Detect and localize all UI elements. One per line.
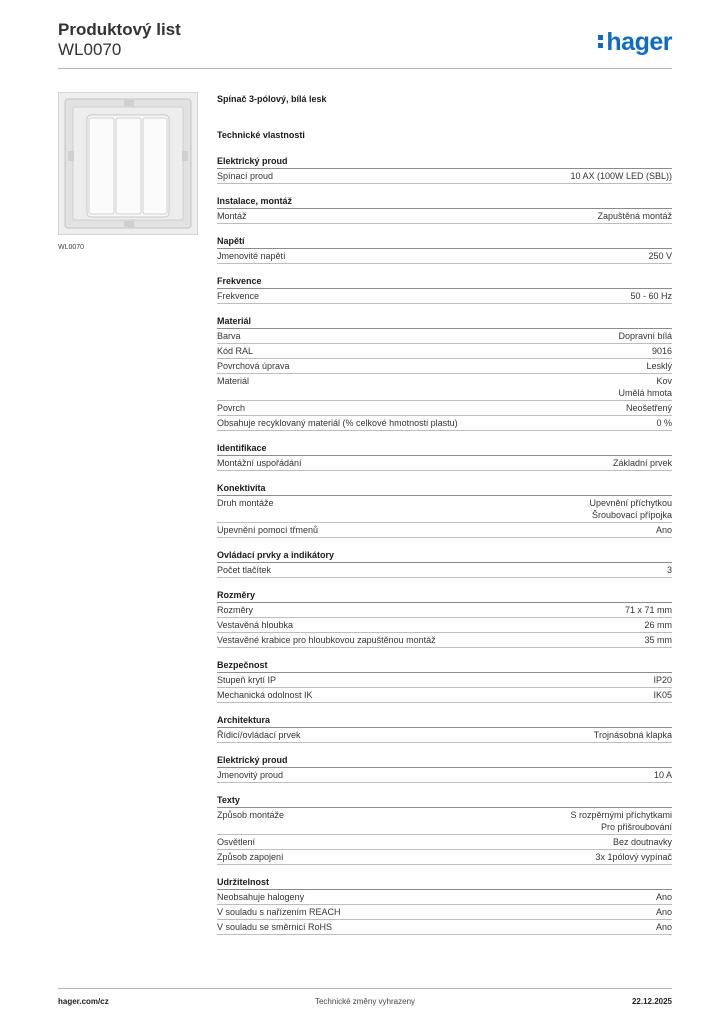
spec-value-line: 10 AX (100W LED (SBL))	[570, 171, 672, 181]
spec-row	[217, 523, 672, 538]
spec-value-line: IK05	[653, 690, 672, 700]
spec-value-line: Zapuštěná montáž	[597, 211, 672, 221]
spec-value	[654, 769, 672, 781]
spec-label: Spínací proud	[217, 171, 274, 181]
spec-row	[217, 890, 672, 905]
spec-group	[217, 754, 672, 783]
spec-row	[217, 563, 672, 578]
spec-label: Mechanická odolnost IK	[217, 690, 313, 700]
spec-value-line: Ano	[655, 525, 672, 535]
spec-group-title: Identifikace	[217, 442, 672, 456]
switch-icon	[59, 93, 197, 234]
spec-group	[217, 876, 672, 935]
spec-row	[217, 633, 672, 648]
spec-row	[217, 603, 672, 618]
hager-logo	[598, 28, 672, 57]
spec-value	[626, 402, 672, 414]
spec-row	[217, 344, 672, 359]
logo-colon-icon	[598, 28, 603, 50]
spec-row	[217, 416, 672, 431]
spec-value	[656, 891, 672, 903]
spec-row	[217, 618, 672, 633]
spec-group-title: Rozměry	[217, 589, 672, 603]
spec-label: Montáž	[217, 211, 247, 221]
spec-label: Montážní uspořádání	[217, 458, 302, 468]
spec-group-title: Konektivita	[217, 482, 672, 496]
spec-group	[217, 155, 672, 184]
spec-group-title: Ovládací prvky a indikátory	[217, 549, 672, 563]
spec-value	[644, 634, 672, 646]
spec-group	[217, 195, 672, 224]
spec-value-line: S rozpěrnými příchytkami	[570, 810, 672, 820]
spec-row	[217, 289, 672, 304]
footer-notice: Technické změny vyhrazeny	[314, 997, 416, 1006]
spec-row	[217, 768, 672, 783]
spec-value-line: Upevnění příchytkou	[589, 498, 672, 508]
spec-value-line: 35 mm	[644, 635, 672, 645]
spec-value	[653, 674, 672, 686]
spec-group	[217, 315, 672, 431]
page-title: Produktový list	[58, 20, 181, 39]
spec-value	[656, 417, 672, 429]
spec-value	[613, 836, 672, 848]
footer-divider	[58, 988, 672, 989]
spec-label: Počet tlačítek	[217, 565, 272, 575]
spec-group-title: Instalace, montáž	[217, 195, 672, 209]
spec-value	[656, 921, 672, 933]
spec-row	[217, 728, 672, 743]
spec-value	[646, 360, 672, 372]
spec-group	[217, 275, 672, 304]
spec-label: Barva	[217, 331, 241, 341]
spec-label: Materiál	[217, 376, 250, 386]
spec-row	[217, 374, 672, 401]
spec-group-title: Frekvence	[217, 275, 672, 289]
spec-label: Řídicí/ovládací prvek	[217, 730, 301, 740]
spec-value-line: Dopravní bílá	[618, 331, 672, 341]
spec-value-line: Ano	[655, 922, 672, 932]
spec-value	[597, 210, 672, 222]
spec-label: Stupeň krytí IP	[217, 675, 277, 685]
spec-value-line: 250 V	[648, 251, 672, 261]
spec-value-line: Šroubovací přípojka	[591, 510, 672, 520]
spec-value-line: 3x 1pólový vypínač	[595, 852, 672, 862]
spec-row	[217, 496, 672, 523]
spec-group-title: Udržitelnost	[217, 876, 672, 890]
spec-value	[618, 330, 672, 342]
spec-value-line: Kov	[656, 376, 672, 386]
spec-value-line: 26 mm	[644, 620, 672, 630]
spec-label: Frekvence	[217, 291, 260, 301]
spec-value	[667, 564, 672, 576]
spec-value	[653, 689, 672, 701]
spec-value-line: 0 %	[656, 418, 672, 428]
spec-value-line: IP20	[653, 675, 672, 685]
spec-group	[217, 442, 672, 471]
spec-group-title: Architektura	[217, 714, 672, 728]
product-code: WL0070	[58, 40, 122, 59]
spec-value-line: 10 A	[653, 770, 672, 780]
spec-group-title: Elektrický proud	[217, 754, 672, 768]
spec-value-line: Umělá hmota	[618, 388, 672, 398]
spec-group-title: Napětí	[217, 235, 672, 249]
spec-value	[570, 170, 672, 182]
spec-row	[217, 456, 672, 471]
spec-value	[656, 524, 672, 536]
spec-value	[652, 345, 672, 357]
spec-label: Vestavěné krabice pro hloubkovou zapuštěnou montáž	[217, 635, 436, 645]
spec-label: Obsahuje recyklovaný materiál (% celkové hmotnosti plastu)	[217, 418, 458, 428]
spec-value-line: Neošetřený	[625, 403, 672, 413]
spec-row	[217, 359, 672, 374]
spec-row	[217, 209, 672, 224]
spec-group-title: Bezpečnost	[217, 659, 672, 673]
spec-value-line: Ano	[655, 892, 672, 902]
tech-section-title: Technické vlastnosti	[217, 130, 305, 140]
spec-label: Způsob montáže	[217, 810, 285, 820]
spec-label: Jmenovitý proud	[217, 770, 284, 780]
footer-date: 22.12.2025	[631, 997, 672, 1006]
spec-row	[217, 835, 672, 850]
spec-value-line: 9016	[651, 346, 672, 356]
spec-content	[217, 92, 672, 946]
spec-value	[618, 375, 672, 399]
spec-row	[217, 401, 672, 416]
spec-label: Vestavěná hloubka	[217, 620, 294, 630]
spec-label: Způsob zapojení	[217, 852, 284, 862]
spec-value-line: Trojnásobná klapka	[593, 730, 672, 740]
spec-value	[594, 729, 672, 741]
spec-group-title: Elektrický proud	[217, 155, 672, 169]
spec-group	[217, 714, 672, 743]
spec-row	[217, 688, 672, 703]
page-header	[58, 20, 181, 60]
spec-row	[217, 673, 672, 688]
spec-value-line: Ano	[655, 907, 672, 917]
spec-value-line: 3	[666, 565, 672, 575]
spec-value	[595, 851, 672, 863]
spec-value-line: Základní prvek	[612, 458, 672, 468]
spec-group	[217, 794, 672, 865]
spec-group	[217, 235, 672, 264]
footer-website: hager.com/cz	[58, 997, 109, 1006]
spec-value	[589, 497, 672, 521]
spec-value-line: Pro přišroubování	[600, 822, 672, 832]
spec-value-line: 71 x 71 mm	[624, 605, 672, 615]
spec-group-title: Texty	[217, 794, 672, 808]
spec-label: Rozměry	[217, 605, 254, 615]
spec-row	[217, 169, 672, 184]
spec-value	[656, 906, 672, 918]
spec-row	[217, 329, 672, 344]
product-name: Spínač 3-pólový, bílá lesk	[217, 94, 327, 104]
spec-row	[217, 249, 672, 264]
spec-value-line: Bez doutnavky	[612, 837, 672, 847]
spec-row	[217, 920, 672, 935]
spec-value	[630, 290, 672, 302]
spec-value	[570, 809, 672, 833]
spec-label: Druh montáže	[217, 498, 274, 508]
spec-label: Povrch	[217, 403, 246, 413]
spec-label: V souladu se směrnicí RoHS	[217, 922, 333, 932]
spec-value-line: Lesklý	[646, 361, 672, 371]
spec-group	[217, 589, 672, 648]
product-image	[58, 92, 198, 235]
spec-value	[644, 619, 672, 631]
spec-value	[613, 457, 672, 469]
spec-label: Jmenovité napětí	[217, 251, 286, 261]
spec-row	[217, 808, 672, 835]
spec-groups	[217, 155, 672, 935]
spec-label: Neobsahuje halogeny	[217, 892, 305, 902]
spec-group-title: Materiál	[217, 315, 672, 329]
spec-label: Upevnění pomocí třmenů	[217, 525, 319, 535]
spec-label: Kód RAL	[217, 346, 254, 356]
spec-label: Osvětlení	[217, 837, 256, 847]
spec-label: Povrchová úprava	[217, 361, 290, 371]
spec-value	[625, 604, 672, 616]
spec-group	[217, 659, 672, 703]
spec-value-line: 50 - 60 Hz	[630, 291, 672, 301]
spec-row	[217, 905, 672, 920]
header-divider	[58, 68, 672, 69]
spec-group	[217, 549, 672, 578]
image-caption: WL0070	[58, 244, 85, 251]
spec-group	[217, 482, 672, 538]
spec-value	[648, 250, 672, 262]
spec-row	[217, 850, 672, 865]
spec-label: V souladu s nařízením REACH	[217, 907, 341, 917]
logo-text: hager	[606, 28, 672, 56]
